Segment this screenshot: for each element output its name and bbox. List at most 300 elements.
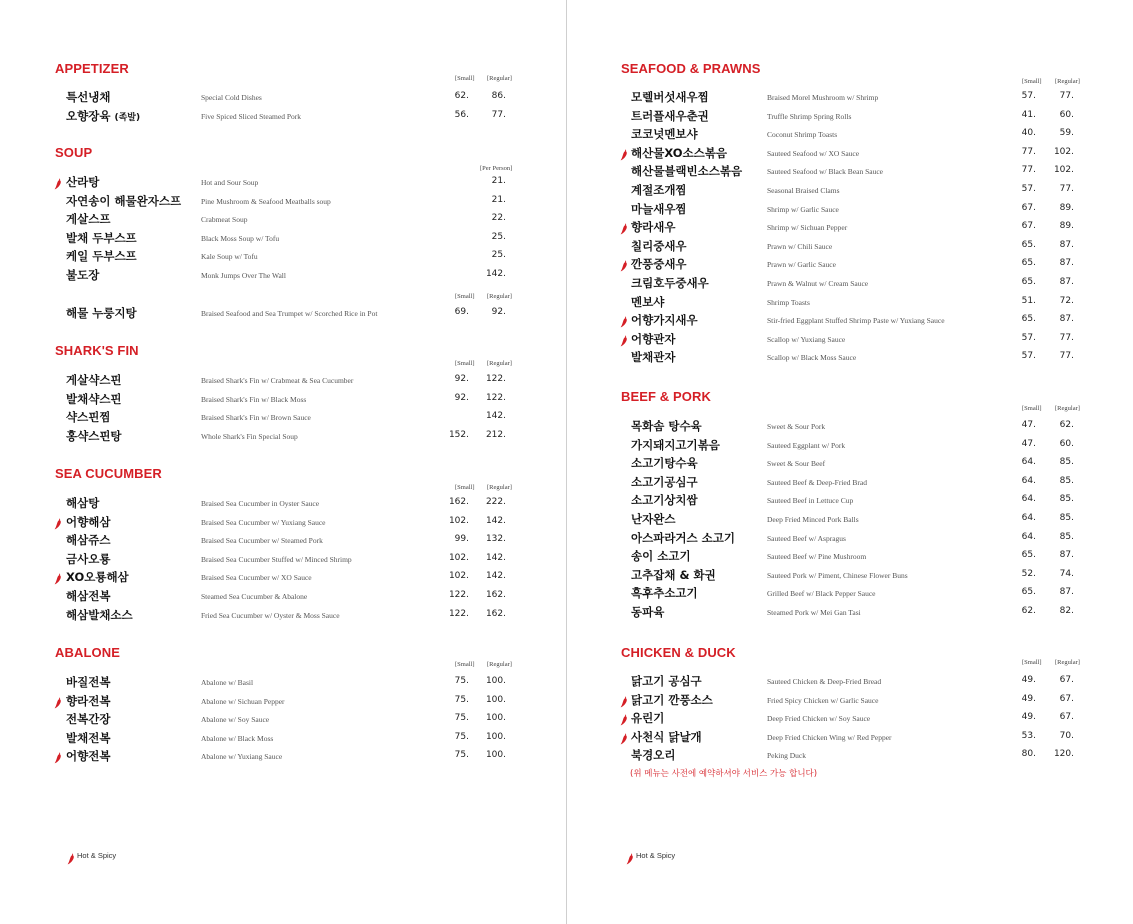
menu-item	[0, 692, 566, 710]
dish-korean-text: 사천식 닭날개	[631, 729, 702, 744]
menu-item	[567, 491, 1133, 509]
dish-english-name: Prawn & Walnut w/ Cream Sauce	[767, 279, 869, 288]
dish-korean-name	[631, 673, 702, 689]
regular-size-label: [ Regular ]	[487, 484, 512, 491]
price-regular: 162.	[485, 590, 506, 600]
price-per-person: 22.	[491, 213, 506, 224]
right-menu-page	[567, 0, 1133, 924]
price-regular: 162.	[485, 608, 506, 619]
dish-korean-name	[631, 331, 675, 347]
dish-english-name: Sweet & Sour Beef	[767, 459, 826, 469]
price-regular: 77.	[1059, 332, 1074, 343]
dish-korean-text: 오향장육	[66, 108, 111, 123]
price-small: 77.	[1021, 165, 1036, 176]
dish-korean-name	[66, 693, 110, 709]
price-regular: 92.	[491, 307, 506, 317]
dish-korean-text: 전복간장	[66, 712, 111, 727]
menu-item	[567, 274, 1133, 292]
regular-size-label: [ Regular ]	[487, 75, 512, 82]
dish-korean-name	[631, 455, 698, 471]
price-regular: 87.	[1059, 239, 1074, 250]
small-size-label: [ Small ]	[1022, 405, 1042, 412]
dish-korean-name	[631, 492, 698, 508]
price-regular: 67.	[1059, 675, 1074, 685]
dish-korean-name	[66, 409, 110, 425]
menu-item	[0, 427, 566, 445]
dish-english-name: Whole Shark's Fin Special Soup	[201, 431, 298, 441]
menu-item	[567, 566, 1133, 584]
dish-korean-text: 발채 두부스프	[66, 230, 137, 245]
per-person-label: [ Per Person ]	[480, 165, 512, 172]
dish-korean-name	[66, 267, 99, 283]
dish-korean-text: 난자완스	[631, 512, 676, 526]
menu-item	[0, 494, 566, 512]
menu-item	[0, 673, 566, 691]
price-regular: 60.	[1059, 438, 1074, 449]
menu-item	[0, 587, 566, 605]
menu-item	[0, 606, 566, 624]
chili-pepper-icon	[54, 515, 62, 527]
dish-korean-text: 소고기상치쌈	[631, 493, 698, 508]
menu-item	[0, 210, 566, 228]
dish-korean-text: 유린기	[631, 711, 665, 726]
dish-english-name: Sauteed Seafood w/ Black Bean Sauce	[767, 167, 884, 177]
price-small: 75.	[454, 694, 469, 705]
dish-english-name: Seasonal Braised Clams	[767, 186, 840, 195]
dish-english-name: Sauteed Pork w/ Piment, Chinese Flower Buns	[767, 570, 908, 580]
menu-item	[567, 88, 1133, 106]
dish-korean-note: (족발)	[114, 112, 141, 123]
dish-english-name: Braised Sea Cucumber Stuffed w/ Minced Shrimp	[201, 554, 352, 564]
chili-pepper-icon	[620, 146, 628, 158]
price-small: 57.	[1021, 332, 1036, 343]
dish-english-name: Abalone w/ Sichuan Pepper	[201, 696, 285, 706]
dish-korean-name	[631, 163, 742, 179]
menu-item	[0, 710, 566, 728]
dish-korean-name	[66, 391, 122, 407]
menu-item	[567, 746, 1133, 764]
dish-korean-name	[66, 607, 133, 623]
reservation-note: (위 메뉴는 사전에 예약하셔야 서비스 가능 합니다)	[630, 769, 818, 779]
chili-pepper-icon	[54, 749, 62, 761]
dish-korean-name	[631, 548, 691, 564]
dish-korean-name	[66, 174, 99, 190]
dish-english-name: Sauteed Beef in Lettuce Cup	[767, 496, 854, 506]
dish-english-name: Scallop w/ Black Moss Sauce	[767, 353, 857, 363]
dish-korean-name	[631, 349, 675, 365]
dish-korean-name	[66, 495, 99, 511]
price-small: 99.	[454, 534, 469, 545]
dish-english-name: Hot and Sour Soup	[201, 178, 259, 187]
legend-label: Hot & Spicy	[636, 851, 676, 860]
dish-korean-name	[631, 145, 727, 161]
dish-english-name: Deep Fried Minced Pork Balls	[767, 515, 859, 524]
section-title: BEEF & PORK	[621, 389, 711, 404]
price-small: 152.	[448, 429, 469, 440]
dish-korean-text: 모렐버섯새우찜	[631, 90, 709, 104]
dish-korean-name	[631, 567, 716, 583]
dish-english-name: Fried Sea Cucumber w/ Oyster & Moss Sauce	[201, 610, 340, 620]
dish-korean-name	[66, 230, 137, 246]
menu-item	[567, 436, 1133, 454]
section-title: ABALONE	[55, 645, 120, 660]
price-regular: 77.	[1059, 184, 1074, 194]
dish-korean-text: 해산물XO소스볶음	[631, 145, 727, 160]
dish-korean-name	[631, 511, 675, 527]
price-small: 51.	[1021, 295, 1036, 306]
price-regular: 142.	[485, 515, 506, 526]
menu-item	[567, 454, 1133, 472]
dish-korean-text: 발채전복	[66, 730, 111, 745]
dish-english-name: Deep Fried Chicken w/ Soy Sauce	[767, 714, 871, 724]
dish-korean-name	[631, 256, 687, 272]
dish-korean-name	[631, 418, 702, 434]
dish-korean-name	[66, 248, 137, 264]
price-regular: 212.	[485, 429, 506, 440]
menu-item	[567, 181, 1133, 199]
small-size-label: [ Small ]	[1022, 78, 1042, 85]
price-small: 162.	[448, 497, 469, 507]
menu-item	[0, 550, 566, 568]
menu-item	[0, 173, 566, 191]
dish-korean-text: 닭고기 공심구	[631, 674, 702, 688]
dish-english-name: Shrimp Toasts	[767, 297, 810, 307]
dish-english-name: Coconut Shrimp Toasts	[767, 130, 838, 140]
dish-korean-name	[631, 692, 713, 708]
menu-item	[0, 304, 566, 322]
menu-item	[0, 747, 566, 765]
dish-korean-text: 산라탕	[66, 175, 100, 189]
menu-item	[567, 728, 1133, 746]
chili-pepper-icon	[620, 693, 628, 705]
dish-korean-name	[66, 711, 110, 727]
menu-item	[567, 200, 1133, 218]
dish-korean-name	[66, 305, 137, 321]
price-small: 65.	[1021, 550, 1036, 561]
menu-item	[0, 513, 566, 531]
price-small: 102.	[448, 552, 469, 563]
price-regular: 142.	[485, 571, 506, 582]
dish-english-name: Fried Spicy Chicken w/ Garlic Sauce	[767, 695, 879, 705]
small-size-label: [ Small ]	[455, 75, 475, 82]
dish-korean-text: 게살스프	[66, 212, 111, 227]
price-regular: 142.	[485, 552, 506, 563]
dish-english-name: Monk Jumps Over The Wall	[201, 271, 286, 280]
price-small: 67.	[1021, 202, 1036, 213]
dish-korean-text: 홍샥스핀탕	[66, 428, 122, 443]
dish-korean-name	[631, 474, 698, 490]
dish-korean-text: 향라새우	[631, 220, 676, 235]
dish-korean-name	[631, 201, 687, 217]
price-small: 92.	[454, 374, 469, 384]
dish-english-name: Sauteed Beef & Deep-Fried Brad	[767, 477, 867, 487]
dish-english-name: Scallop w/ Yuxiang Sauce	[767, 334, 846, 344]
price-regular: 87.	[1059, 314, 1074, 325]
price-regular: 85.	[1059, 531, 1074, 542]
dish-english-name: Steamed Sea Cucumber & Abalone	[201, 592, 308, 601]
dish-korean-text: 흑후추소고기	[631, 586, 698, 601]
dish-english-name: Braised Morel Mushroom w/ Shrimp	[767, 93, 879, 102]
dish-korean-name	[631, 729, 702, 745]
dish-korean-name	[66, 532, 110, 548]
dish-english-name: Sauteed Chicken & Deep-Fried Bread	[767, 677, 882, 686]
price-regular: 100.	[485, 694, 506, 705]
regular-size-label: [ Regular ]	[487, 360, 512, 367]
menu-item	[0, 229, 566, 247]
dish-korean-name	[66, 730, 110, 746]
dish-english-name: Braised Sea Cucumber w/ Yuxiang Sauce	[201, 517, 326, 527]
dish-korean-text: 자연송이 해물완자스프	[66, 193, 182, 208]
dish-korean-text: 향라전복	[66, 693, 111, 708]
price-small: 47.	[1021, 438, 1036, 449]
dish-korean-text: 특선냉채	[66, 90, 111, 104]
dish-english-name: Special Cold Dishes	[201, 93, 262, 102]
chili-pepper-icon	[620, 257, 628, 269]
dish-korean-name	[631, 182, 687, 198]
price-regular: 86.	[491, 91, 506, 101]
menu-item	[567, 218, 1133, 236]
small-size-label: [ Small ]	[455, 293, 475, 300]
dish-korean-name	[631, 604, 664, 620]
price-regular: 120.	[1053, 749, 1074, 760]
price-small: 47.	[1021, 420, 1036, 430]
menu-item	[567, 107, 1133, 125]
dish-english-name: Sauteed Beef w/ Pine Mushroom	[767, 552, 867, 562]
price-small: 65.	[1021, 314, 1036, 325]
price-per-person: 21.	[491, 176, 506, 186]
section-title: APPETIZER	[55, 61, 129, 76]
chili-pepper-icon	[620, 313, 628, 325]
dish-korean-text: 불도장	[66, 268, 100, 282]
dish-korean-name	[631, 89, 709, 105]
dish-english-name: Black Moss Soup w/ Tofu	[201, 233, 280, 243]
price-regular: 60.	[1059, 109, 1074, 120]
small-size-label: [ Small ]	[455, 661, 475, 668]
price-regular: 77.	[1059, 351, 1074, 362]
dish-korean-text: 바질전복	[66, 675, 111, 689]
dish-korean-name	[66, 193, 181, 209]
price-small: 65.	[1021, 239, 1036, 250]
dish-korean-name	[66, 372, 122, 388]
price-small: 52.	[1021, 568, 1036, 579]
menu-item	[567, 255, 1133, 273]
price-small: 77.	[1021, 146, 1036, 157]
menu-item	[567, 311, 1133, 329]
price-regular: 87.	[1059, 587, 1074, 598]
dish-korean-text: 발채관자	[631, 350, 676, 365]
price-regular: 102.	[1053, 165, 1074, 176]
dish-english-name: Braised Sea Cucumber w/ XO Sauce	[201, 573, 312, 583]
price-regular: 222.	[485, 497, 506, 507]
dish-korean-text: 가지돼지고기볶음	[631, 437, 720, 452]
dish-english-name: Crabmeat Soup	[201, 215, 248, 225]
price-regular: 87.	[1059, 258, 1074, 269]
dish-korean-text: 소고기탕수육	[631, 456, 698, 471]
dish-korean-text: 크림호두중새우	[631, 276, 709, 290]
price-per-person: 142.	[485, 269, 506, 279]
menu-item	[0, 88, 566, 106]
dish-korean-text: 멘보샤	[631, 294, 665, 309]
price-per-person: 25.	[491, 231, 506, 242]
menu-item	[567, 529, 1133, 547]
dish-korean-text: 칠리중새우	[631, 238, 687, 253]
dish-korean-text: XO오룡해삼	[66, 570, 129, 585]
regular-size-label: [ Regular ]	[487, 661, 512, 668]
menu-item	[567, 162, 1133, 180]
menu-item	[567, 691, 1133, 709]
chili-pepper-icon	[54, 570, 62, 582]
menu-item	[567, 603, 1133, 621]
price-regular: 85.	[1059, 494, 1074, 505]
regular-size-label: [ Regular ]	[1055, 78, 1080, 85]
dish-korean-text: 송이 소고기	[631, 549, 691, 564]
dish-english-name: Shrimp w/ Garlic Sauce	[767, 204, 839, 214]
dish-korean-text: 깐풍중새우	[631, 257, 687, 272]
menu-item	[567, 510, 1133, 528]
dish-korean-text: 어향해삼	[66, 514, 111, 529]
menu-item	[567, 330, 1133, 348]
price-regular: 59.	[1059, 128, 1074, 139]
menu-item	[0, 390, 566, 408]
menu-item	[567, 672, 1133, 690]
price-small: 56.	[454, 109, 469, 120]
menu-item	[0, 247, 566, 265]
dish-korean-name	[631, 275, 709, 291]
dish-english-name: Grilled Beef w/ Black Pepper Sauce	[767, 589, 876, 599]
dish-english-name: Five Spiced Sliced Steamed Pork	[201, 111, 301, 121]
price-small: 75.	[454, 713, 469, 724]
price-small: 67.	[1021, 221, 1036, 232]
dish-english-name: Kale Soup w/ Tofu	[201, 252, 258, 262]
price-regular: 72.	[1059, 295, 1074, 306]
price-small: 75.	[454, 731, 469, 742]
dish-korean-text: 해삼발채소스	[66, 607, 133, 622]
dish-korean-text: 발채샥스핀	[66, 391, 122, 406]
menu-item	[0, 371, 566, 389]
dish-english-name: Abalone w/ Soy Sauce	[201, 715, 270, 725]
price-small: 92.	[454, 392, 469, 403]
price-small: 75.	[454, 750, 469, 761]
section-title: SEAFOOD & PRAWNS	[621, 61, 761, 76]
price-small: 122.	[448, 590, 469, 600]
menu-item	[0, 729, 566, 747]
price-small: 65.	[1021, 277, 1036, 287]
price-regular: 87.	[1059, 550, 1074, 561]
dish-english-name: Truffle Shrimp Spring Rolls	[767, 111, 852, 121]
dish-korean-text: 해삼탕	[66, 496, 100, 510]
price-small: 102.	[448, 515, 469, 526]
dish-english-name: Steamed Pork w/ Mei Gan Tasi	[767, 608, 861, 617]
small-size-label: [ Small ]	[455, 484, 475, 491]
dish-korean-text: 고추잡채 & 화권	[631, 567, 716, 582]
menu-item	[567, 473, 1133, 491]
small-size-label: [ Small ]	[1022, 659, 1042, 666]
dish-korean-text: 어향가지새우	[631, 313, 698, 328]
dish-english-name: Sauteed Eggplant w/ Pork	[767, 440, 846, 450]
price-regular: 77.	[491, 109, 506, 120]
regular-size-label: [ Regular ]	[1055, 405, 1080, 412]
price-regular: 67.	[1059, 712, 1074, 723]
dish-english-name: Abalone w/ Black Moss	[201, 733, 274, 743]
section-title: SEA CUCUMBER	[55, 466, 162, 481]
chili-pepper-icon	[626, 850, 634, 862]
dish-korean-text: 트러플새우춘권	[631, 108, 709, 123]
price-regular: 85.	[1059, 457, 1074, 468]
menu-item	[0, 408, 566, 426]
dish-english-name: Braised Sea Cucumber in Oyster Sauce	[201, 499, 320, 508]
dish-korean-text: 계절조개찜	[631, 183, 687, 197]
dish-korean-name	[66, 551, 110, 567]
dish-english-name: Abalone w/ Basil	[201, 678, 254, 687]
dish-korean-text: 어향전복	[66, 749, 111, 764]
price-small: 122.	[448, 608, 469, 619]
price-small: 57.	[1021, 91, 1036, 101]
price-regular: 77.	[1059, 91, 1074, 101]
left-menu-page	[0, 0, 566, 924]
dish-korean-text: 해산물블랙빈소스볶음	[631, 164, 743, 179]
chili-pepper-icon	[620, 220, 628, 232]
dish-korean-text: 케일 두부스프	[66, 249, 137, 264]
dish-english-name: Braised Sea Cucumber w/ Steamed Pork	[201, 536, 323, 546]
price-per-person: 21.	[491, 194, 506, 205]
price-small: 64.	[1021, 494, 1036, 505]
chili-pepper-icon	[620, 711, 628, 723]
price-small: 49.	[1021, 675, 1036, 685]
dish-english-name: Sauteed Seafood w/ XO Sauce	[767, 148, 860, 158]
dish-korean-name	[66, 211, 110, 227]
dish-english-name: Prawn w/ Chili Sauce	[767, 241, 833, 251]
dish-korean-name	[631, 126, 698, 142]
dish-english-name: Braised Shark's Fin w/ Black Moss	[201, 394, 307, 404]
menu-item	[0, 568, 566, 586]
dish-korean-name	[66, 674, 110, 690]
price-regular: 89.	[1059, 202, 1074, 213]
dish-korean-name	[66, 588, 110, 604]
menu-item	[567, 293, 1133, 311]
price-small: 49.	[1021, 693, 1036, 704]
price-regular: 102.	[1053, 146, 1074, 157]
price-small: 49.	[1021, 712, 1036, 723]
price-small: 64.	[1021, 513, 1036, 523]
price-regular: 62.	[1059, 420, 1074, 430]
menu-item	[0, 107, 566, 125]
dish-korean-name	[66, 569, 129, 585]
dish-korean-text: 해물 누룽지탕	[66, 306, 137, 320]
price-small: 69.	[454, 307, 469, 317]
price-regular: 85.	[1059, 513, 1074, 523]
dish-english-name: Peking Duck	[767, 751, 806, 761]
dish-english-name: Braised Seafood and Sea Trumpet w/ Scorched Rice in Pot	[201, 309, 378, 318]
dish-korean-text: 금사오룡	[66, 551, 111, 566]
dish-english-name: Sauteed Beef w/ Aspragus	[767, 533, 846, 543]
menu-item	[567, 709, 1133, 727]
price-small: 53.	[1021, 730, 1036, 741]
small-size-label: [ Small ]	[455, 360, 475, 367]
price-regular: 142.	[485, 411, 506, 422]
price-small: 64.	[1021, 475, 1036, 486]
menu-item	[567, 584, 1133, 602]
price-small: 62.	[454, 91, 469, 101]
dish-korean-text: 샥스핀찜	[66, 410, 111, 425]
dish-korean-text: 아스파라거스 소고기	[631, 530, 735, 545]
dish-korean-text: 북경오리	[631, 748, 676, 763]
price-small: 40.	[1021, 128, 1036, 139]
price-small: 80.	[1021, 749, 1036, 760]
dish-korean-text: 해삼전복	[66, 589, 111, 603]
menu-item	[0, 531, 566, 549]
price-small: 62.	[1021, 606, 1036, 616]
dish-korean-name	[66, 108, 140, 124]
